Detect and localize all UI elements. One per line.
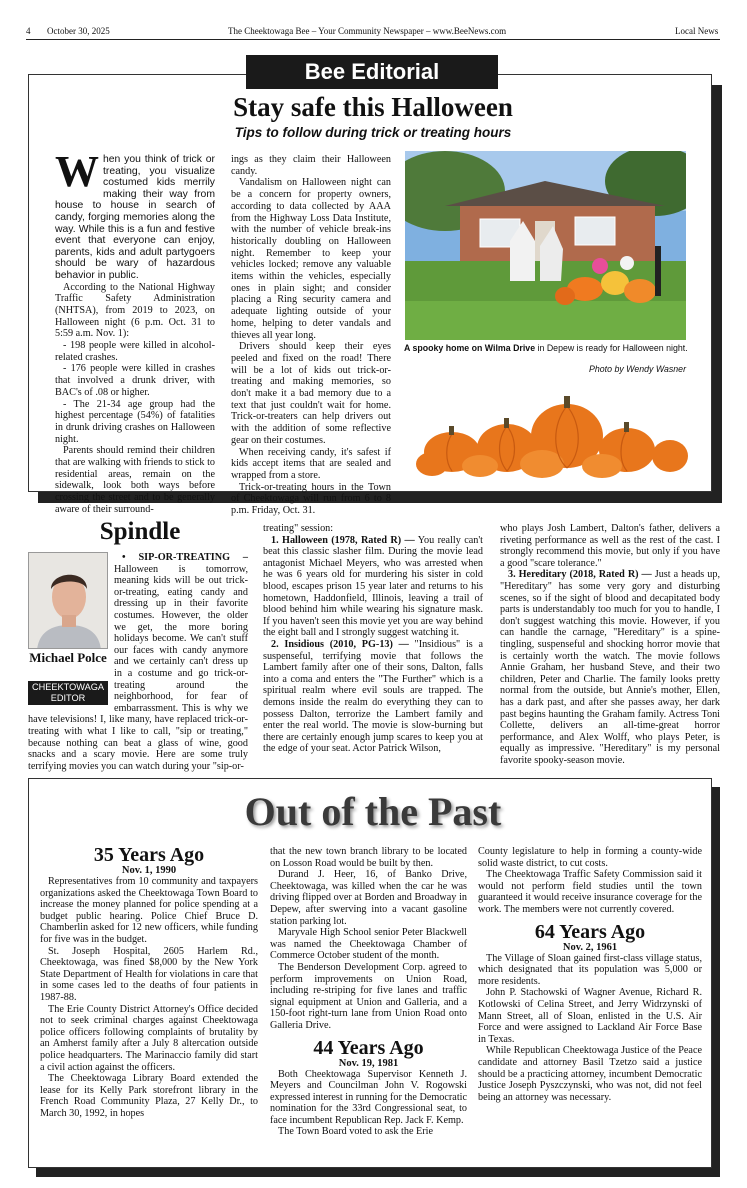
past-paragraph: Representatives from 10 community and taxpayers organizations asked the Cheektowaga Town Board to increase the money planned for police spending at a budget public hearing. Police Chief Bruce D. Chamberlin asked for 12 new officers, while funding for five was in the budget. (40, 876, 258, 945)
editorial-paragraph: Parents should remind their children that are walking with friends to stick to residential areas, remain on the sidewalk, look both ways before crossing the street and to be generally aware of their surround- (55, 445, 215, 515)
editorial-subheadline: Tips to follow during trick or treating hours (234, 125, 512, 140)
past-paragraph: The Erie County District Attorney's Office decided not to seek criminal charges against Cheektowaga police officers following complaints of brutality by an Amherst family after a July 8 altercation outside police headquarters. The Marinaccio family did start a civil action against the officers. (40, 1003, 258, 1073)
past-paragraph: While Republican Cheektowaga Justice of the Peace candidate and attorney Basil Tzetzo said a justice should be a practicing attorney, incumbent Democratic Justice Joseph Pyszczynski, who was not, did not feel being an attorney was necessary. (478, 1045, 702, 1103)
past-paragraph: The Village of Sloan gained first-class village status, which designated that its population was 5,000 or more residents. (478, 952, 702, 987)
section-label: Local News (675, 26, 719, 36)
editorial-paragraph: - The 21-34 age group had the highest percentage (54%) of fatalities in drunk driving crashes on Halloween night. (55, 398, 215, 445)
photo-credit: Photo by Wendy Wasner (589, 364, 686, 374)
past-title: Out of the Past (244, 789, 502, 834)
editorial-paragraph: - 176 people were killed in crashes that involved a drunk driver, with BAC's of .08 or higher. (55, 363, 215, 398)
editorial-flag: Bee Editorial (246, 55, 498, 89)
spindle-column-3 (500, 523, 720, 766)
editorial-paragraph: Trick-or-treating hours in the Town of Cheektowaga will run from 6 to 8 p.m. Friday, Oct. 31. (231, 481, 391, 517)
past-column-2 (270, 846, 467, 1138)
headshot-spacer (28, 552, 114, 707)
past-paragraph: Maryvale High School senior Peter Blackwell was named the Cheektowaga Chamber of Commerce October student of the month. (270, 927, 467, 962)
past-paragraph: Durand J. Heer, 16, of Banko Drive, Cheektowaga, was killed when the car he was driving flipped over at Borden and Broadway in Depew, after swerving into a vacant gasoline station parking lot. (270, 869, 467, 927)
drop-cap: W (55, 147, 99, 196)
editorial-column-2 (231, 154, 391, 517)
past-column-1 (40, 845, 258, 1119)
past-paragraph: John P. Stachowski of Wagner Avenue, Richard R. Kotlowski of Celina Street, and Jerry Widrzynski of Mann Street, all of Sloan, enlisted in the U.S. Air Force and were assigned to Lackland Air Force Base in Texas. (478, 987, 702, 1045)
spindle-paragraph: who plays Josh Lambert, Dalton's father, delivers a riveting performance as well as the rest of the cast. I strongly recommend this movie, but only if you have a good "scare tolerance." (500, 523, 720, 569)
past-paragraph: St. Joseph Hospital, 2605 Harlem Rd., Cheektowaga, was fined $8,000 by the New York State Department of Health for violations in care that in some cases led to the deaths of four patients in 1987-88. (40, 945, 258, 1003)
editorial-paragraph: - 198 people were killed in alcohol-related crashes. (55, 340, 215, 363)
masthead-line: The Cheektowaga Bee – Your Community Newspaper – www.BeeNews.com (228, 26, 507, 36)
past-paragraph: The Benderson Development Corp. agreed to perform improvements on Union Road, including re-striping for five lanes and traffic signal equipment at Union and Galleria, and a 150-foot right-turn lane from Union Road onto Galleria Drive. (270, 961, 467, 1031)
spindle-paragraph: 1. Halloween (1978, Rated R) — You really can't beat this classic slasher film. During the movie lead antagonist Michael Meyers, who was arrested when he was 6 years old for murdering his sister in cold blood, escapes prison 15 year later and returns to his hometown, Haddonfield, Illinois, leaving a trail of blood behind him while wearing his signature mask. If you haven't seen this movie yet you are way behind the eight ball and I strongly suggest watching it. (263, 534, 484, 639)
author-name: Michael Polce (29, 650, 107, 665)
editorial-paragraph: ings as they claim their Halloween candy. (231, 154, 391, 177)
header-rule (26, 39, 720, 40)
section-heading-44: 44 Years Ago (313, 1036, 424, 1059)
spindle-title: Spindle (99, 518, 181, 545)
spindle-column-1 (28, 552, 248, 772)
editorial-column-1 (55, 147, 215, 516)
page-number: 4 (26, 26, 31, 36)
halloween-house-photo (405, 151, 686, 340)
author-role: CHEEKTOWAGA EDITOR (28, 681, 108, 705)
spindle-paragraph: 2. Insidious (2010, PG-13) — "Insidious" is a suspenseful, terrifying movie that follows the Lambert family after one of their sons, Dalton, falls into a coma and enters the "The Further" which is a spiritual realm where evil souls are trapped. The demons inside the realm do everything they can to possess Dalton, terrorize the Lambert family and enter the real world. The movie is slow-burning but there are certainly enough jump scares to keep you at the edge of your seat. Actor Patrick Wilson, (263, 638, 483, 755)
spindle-paragraph: 3. Hereditary (2018, Rated R) — Just a heads up, "Hereditary" has some very gory and disturbing scenes, so if the sight of blood and decapitated body parts is understandably too much for you to handle, I don't suggest watching this movie. However, if you can handle the carnage, "Hereditary" is a spine-tingling, suspenseful and shocking horror movie that is certainly worth the watch. The movie follows Annie Graham, her husband Steve, and their two children, Peter and Charlie. The family looks pretty normal from the outside, but Annie's mother, Ellen, has a dark past, and after she passes away, her dark past begins haunting the Graham family. Actress Toni Collette, delivers an all-time-great horror performance, and Alex Wolff, who plays Peter, is equally as impressive. "Hereditary" is my personal favorite spooky-season movie. (500, 569, 720, 766)
past-paragraph: The Cheektowaga Traffic Safety Commission said it would not perform field studies until the town guaranteed it would receive insurance coverage for the work. The members were not currently covered. (478, 869, 702, 915)
section-date-64: Nov. 2, 1961 (562, 941, 618, 953)
section-date-44: Nov. 19, 1981 (338, 1057, 399, 1069)
section-date-35: Nov. 1, 1990 (121, 865, 177, 876)
section-heading-64: 64 Years Ago (534, 920, 646, 943)
past-paragraph: County legislature to help in forming a county-wide solid waste district, to cut costs. (478, 846, 702, 869)
spindle-paragraph: • SIP-OR-TREATING – Halloween is tomorrow, meaning kids will be out trick-or-treating, eating candy and dressing up in their favorite costumes. However, the older we get, the more boring holidays become. We can't stuff our faces with candy anymore and we certainly can't dress up in a costume and go trick-or-treating around the neighborhood, for fear of embarrassment. This is why we have televisions! I, like many, have replaced trick-or-treating with what I like to call, "sip or treating," because nothing can beat a glass of wine, good snacks and a scary movie. Here are some truly terrifying movies you can watch during your "sip-or- (28, 552, 248, 772)
editorial-paragraph: According to the National Highway Traffic Safety Administration (NHTSA), from 2019 to 2023, on Halloween night (6 p.m. Oct. 31 to 5:59 a.m. Nov. 1): (55, 281, 215, 340)
past-paragraph: Both Cheektowaga Supervisor Kenneth J. Meyers and Councilman John V. Rogowski expressed interest in running for the Democratic nomination for the 33rd Congressional seat, to face incumbent Republican Rep. Jack F. Kemp. (270, 1068, 467, 1126)
past-column-3 (478, 846, 702, 1103)
editorial-paragraph: Vandalism on Halloween night can be a concern for property owners, according to data collected by AAA from the Highway Loss Data Institute, with the number of vehicle break-ins historically doubling on Halloween night. Remember to keep your vehicles locked; remove any valuable items within the vehicles, especially ones in plain sight; and consider placing a Ring security camera and adequate lighting outside of your home, helping to deter vandals and thieves all year long. (231, 177, 391, 341)
editorial-paragraph: Drivers should keep their eyes peeled and fixed on the road! There will be a lot of kids out trick-or-treating and making memories, so don't make it a bad memory due to a text that just couldn't wait for home. Trick-or-treaters can help drivers out with the addition of some reflective gear on their costumes. (231, 341, 391, 446)
spindle-paragraph: treating" session: (263, 523, 334, 534)
editorial-headline: Stay safe this Halloween (233, 92, 513, 122)
photo-caption: A spooky home on Wilma Drive in Depew is ready for Halloween night. (404, 343, 688, 353)
editorial-paragraph: When receiving candy, it's safest if kids accept items that are sealed and wrapped from a store. (231, 446, 391, 481)
section-heading-35: 35 Years Ago (93, 844, 205, 866)
past-paragraph: that the new town branch library to be located on Losson Road would be built by then. (270, 846, 467, 869)
spindle-column-2 (263, 523, 483, 755)
past-paragraph: The Cheektowaga Library Board extended the lease for its Kelly Park storefront library in the French Road Community Plaza, 27 Kelly Dr., to March 30, 1992, in hopes (40, 1073, 258, 1119)
issue-date: October 30, 2025 (47, 26, 110, 36)
pumpkin-illustration (412, 374, 688, 478)
past-paragraph: The Town Board voted to ask the Erie (278, 1126, 433, 1138)
editorial-lead: When you think of trick or treating, you visualize costumed kids merrily making their way from house to house in search of candy, forging memories along the way. While this is a fun and festive event that everyone can enjoy, parents, kids and adult partygoers should be wary of hazardous behavior in public. (55, 147, 215, 281)
